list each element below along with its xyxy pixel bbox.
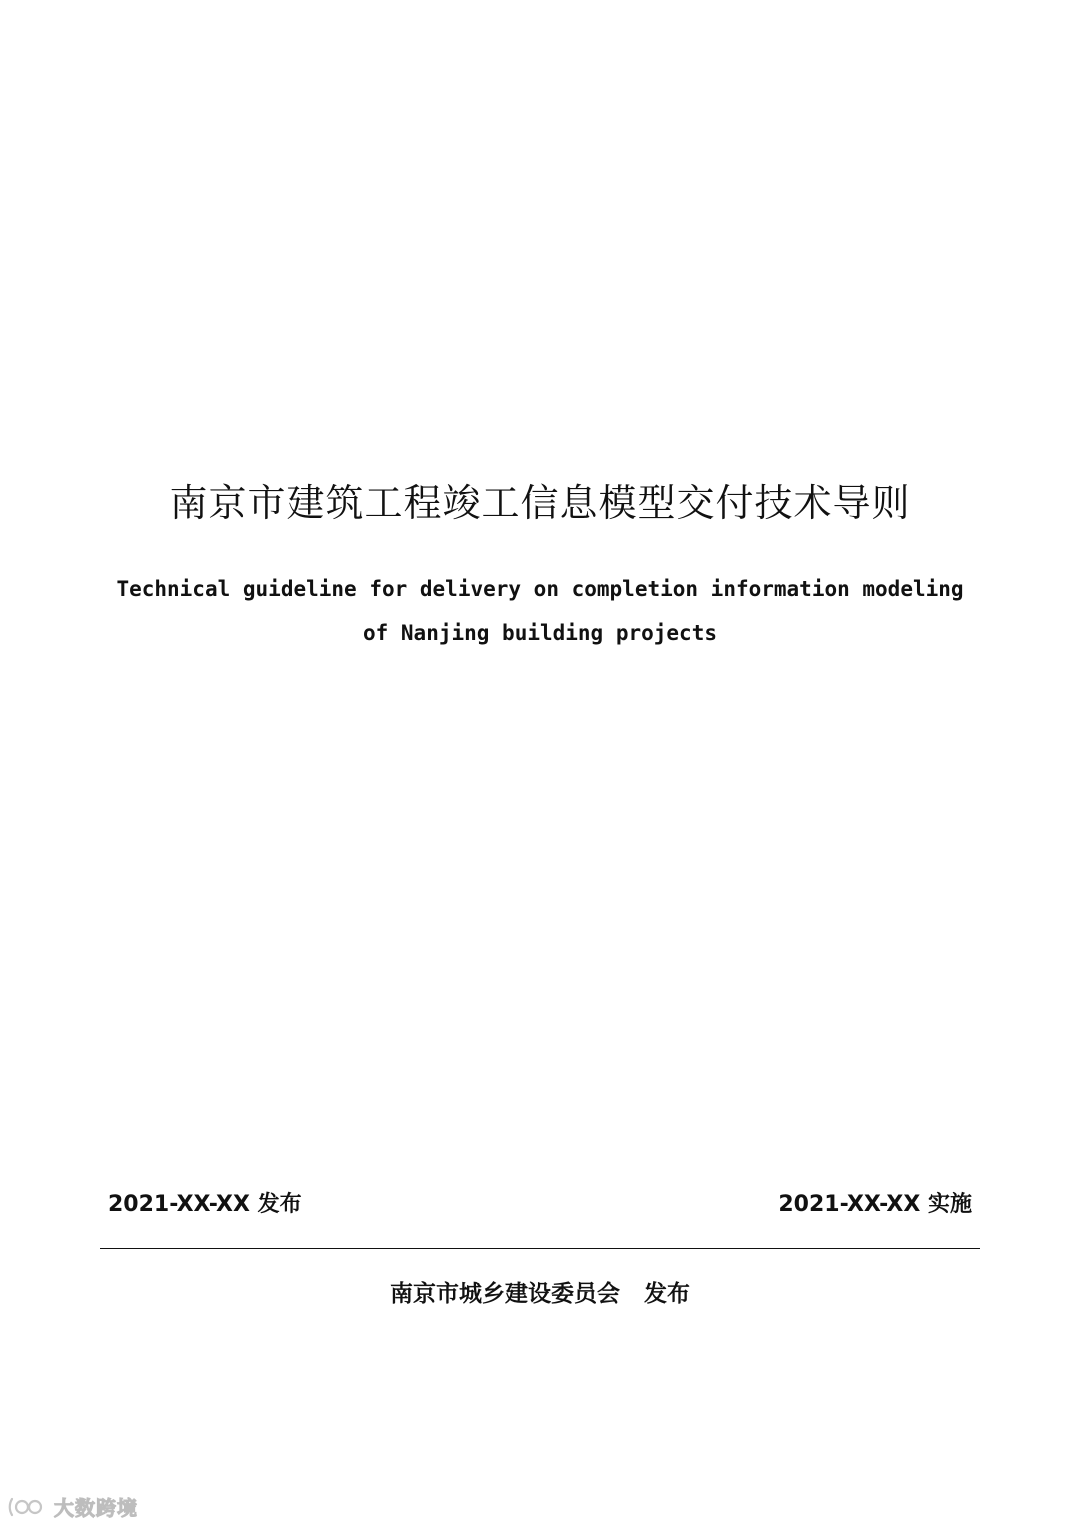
issuing-authority: 南京市城乡建设委员会 发布 (389, 1281, 691, 1307)
watermark (8, 1492, 138, 1521)
document-title-chinese: 南京市建筑工程竣工信息模型交付技术导则 (169, 481, 911, 525)
publish-date: 2021-XX-XX 发布 (108, 1192, 302, 1217)
document-title-english-line-2: of Nanjing building projects (362, 621, 717, 645)
implement-date: 2021-XX-XX 实施 (778, 1192, 972, 1217)
document-title-english-line-1: Technical guideline for delivery on completion information modeling (116, 577, 964, 601)
divider-line (100, 1248, 980, 1249)
watermark-text: 大数跨境 (54, 1496, 138, 1520)
logo-icon (8, 1495, 48, 1519)
